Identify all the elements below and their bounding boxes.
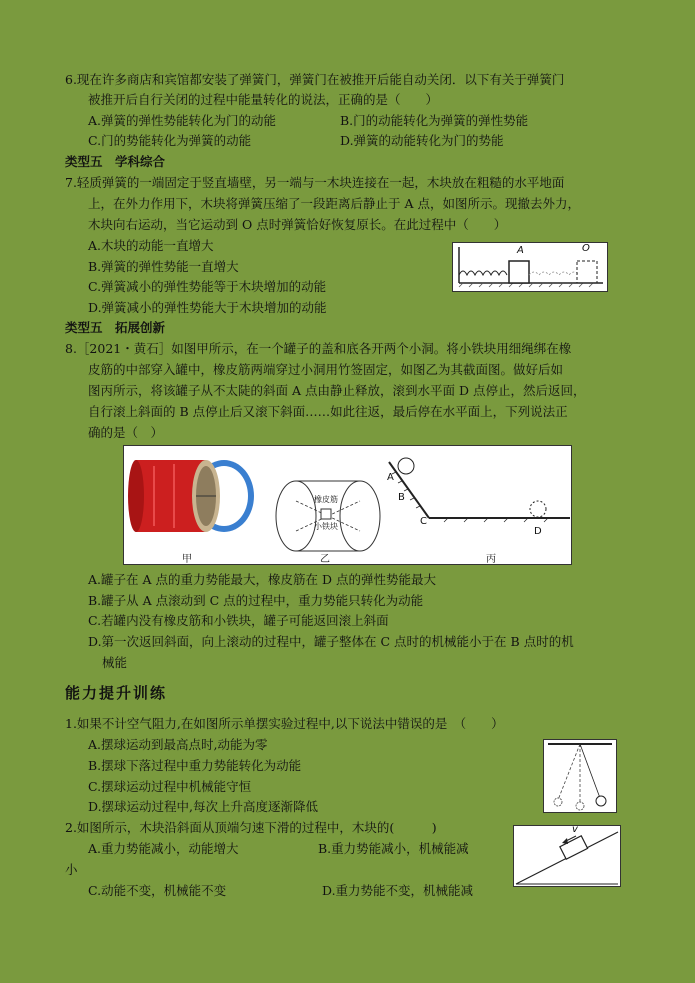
q8-label-b: B bbox=[398, 492, 405, 503]
q6-option-a: A.弹簧的弹性势能转化为门的动能 bbox=[88, 113, 277, 128]
q8-stem-line3: 图丙所示，将该罐子从不太陡的斜面 A 点由静止释放，滚到水平面 D 点停止，然后返回， bbox=[88, 383, 586, 398]
q6-option-c: C.门的势能转化为弹簧的动能 bbox=[88, 133, 252, 148]
q6-option-b: B.门的动能转化为弹簧的弹性势能 bbox=[340, 113, 529, 128]
q8-can-svg bbox=[124, 446, 571, 564]
q7-option-a: A.木块的动能一直增大 bbox=[88, 238, 214, 253]
incline-icon bbox=[514, 826, 620, 886]
section-heading-subject: 类型五 学科综合 bbox=[65, 154, 166, 169]
q8-option-a: A.罐子在 A 点的重力势能最大，橡皮筋在 D 点的弹性势能最大 bbox=[88, 572, 436, 587]
p1-option-a: A.摆球运动到最高点时,动能为零 bbox=[88, 737, 268, 752]
q6-option-d: D.弹簧的动能转化为门的势能 bbox=[340, 133, 504, 148]
section-heading-innovation: 类型五 拓展创新 bbox=[65, 320, 166, 335]
slope-diagram-icon bbox=[389, 458, 570, 522]
q8-label-d: D bbox=[534, 526, 542, 537]
can-cross-section-icon bbox=[276, 481, 380, 551]
q7-stem-line3: 木块向右运动，当它运动到 O 点时弹簧恰好恢复原长。在此过程中（ ） bbox=[88, 217, 507, 232]
q7-option-b: B.弹簧的弹性势能一直增大 bbox=[88, 259, 239, 274]
q8-stem-line5: 确的是（ ） bbox=[88, 425, 164, 440]
p2-incline-figure bbox=[513, 825, 621, 887]
q7-spring-block-figure bbox=[452, 242, 608, 292]
q8-label-a: A bbox=[387, 472, 394, 483]
q8-label-jia: 甲 bbox=[182, 554, 192, 565]
p1-option-c: C.摆球运动过程中机械能守恒 bbox=[88, 779, 252, 794]
p2-stem: 2.如图所示，木块沿斜面从顶端匀速下滑的过程中，木块的( ) bbox=[65, 820, 437, 835]
p1-option-b: B.摆球下落过程中重力势能转化为动能 bbox=[88, 758, 302, 773]
p2-option-d: D.重力势能不变，机械能减 bbox=[322, 883, 474, 898]
q8-label-rubber-band: 橡皮筋 bbox=[314, 495, 338, 504]
q7-label-o: O bbox=[582, 243, 590, 254]
q8-stem-line4: 自行滚上斜面的 B 点停止后又滚下斜面……如此往返，最后停在水平面上，下列说法正 bbox=[88, 404, 568, 419]
section-heading-ability: 能力提升训练 bbox=[65, 684, 168, 702]
q8-option-d-line2: 械能 bbox=[102, 655, 128, 670]
q8-stem-line1: 8.［2021・黄石］如图甲所示，在一个罐子的盖和底各开两个小洞。将小铁块用细绳绑在橡 bbox=[65, 341, 572, 356]
p2-option-b: B.重力势能减小，机械能减 bbox=[318, 841, 469, 856]
q8-option-c: C.若罐内没有橡皮筋和小铁块，罐子可能返回滚上斜面 bbox=[88, 613, 389, 628]
p2-option-c: C.动能不变，机械能不变 bbox=[88, 883, 227, 898]
p2-option-b-tail: 小 bbox=[65, 862, 78, 877]
pendulum-icon bbox=[544, 740, 616, 812]
q8-option-b: B.罐子从 A 点滚动到 C 点的过程中，重力势能只转化为动能 bbox=[88, 593, 424, 608]
q7-option-d: D.弹簧减小的弹性势能大于木块增加的动能 bbox=[88, 300, 327, 315]
p1-stem: 1.如果不计空气阻力,在如图所示单摆实验过程中,以下说法中错误的是 （ ） bbox=[65, 716, 504, 731]
q7-stem-line1: 7.轻质弹簧的一端固定于竖直墙壁，另一端与一木块连接在一起，木块放在粗糙的水平地面 bbox=[65, 175, 565, 190]
q6-stem-line2: 被推开后自行关闭的过程中能量转化的说法，正确的是（ ） bbox=[88, 92, 439, 107]
q8-option-d-line1: D.第一次返回斜面，向上滚动的过程中，罐子整体在 C 点时的机械能小于在 B 点时的机 bbox=[88, 634, 574, 649]
q8-label-iron-block: 小铁块 bbox=[314, 522, 338, 531]
q8-label-yi: 乙 bbox=[320, 554, 330, 565]
p2-label-v: v bbox=[572, 824, 578, 835]
q8-can-figure bbox=[123, 445, 572, 565]
p2-option-a: A.重力势能减小，动能增大 bbox=[88, 841, 239, 856]
q7-label-a: A bbox=[517, 245, 524, 256]
q8-stem-line2: 皮筋的中部穿入罐中，橡皮筋两端穿过小洞用竹签固定，如图乙为其截面图。做好后如 bbox=[88, 362, 564, 377]
q8-label-bing: 丙 bbox=[486, 554, 496, 565]
q7-option-c: C.弹簧减小的弹性势能等于木块增加的动能 bbox=[88, 279, 327, 294]
q6-stem-line1: 6.现在许多商店和宾馆都安装了弹簧门，弹簧门在被推开后能自动关闭．以下有关于弹簧门 bbox=[65, 72, 565, 87]
q7-stem-line2: 上，在外力作用下，木块将弹簧压缩了一段距离后静止于 A 点，如图所示。现撤去外力， bbox=[88, 196, 580, 211]
q8-label-c: C bbox=[420, 516, 427, 527]
can-photo-icon bbox=[128, 460, 254, 532]
p1-option-d: D.摆球运动过程中,每次上升高度逐渐降低 bbox=[88, 799, 319, 814]
p1-pendulum-figure bbox=[543, 739, 617, 813]
